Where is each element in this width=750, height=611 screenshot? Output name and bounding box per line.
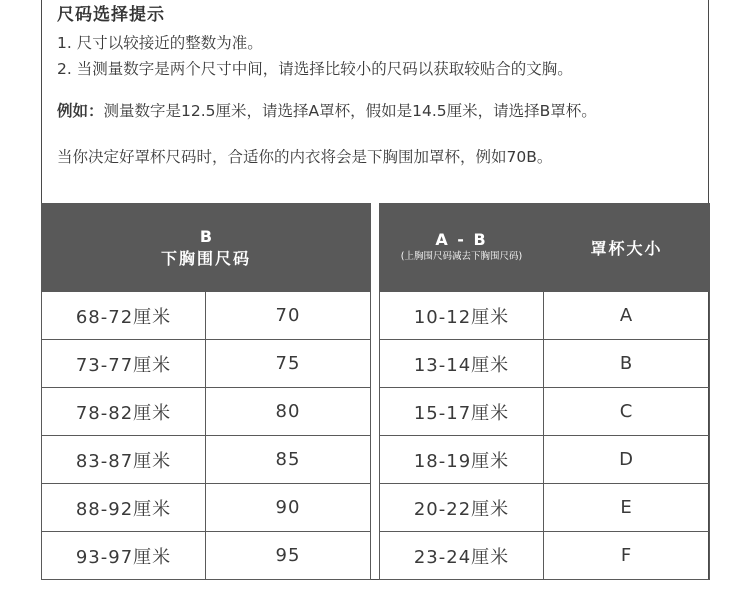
table-row bbox=[380, 436, 710, 484]
cup-size-table bbox=[379, 203, 710, 580]
cup-letter: F bbox=[544, 532, 710, 580]
table-row bbox=[380, 388, 710, 436]
cup-letter: E bbox=[544, 484, 710, 532]
table-row bbox=[42, 292, 371, 340]
underbust-range: 83-87厘米 bbox=[42, 436, 206, 484]
cup-letter: D bbox=[544, 436, 710, 484]
cup-size-header bbox=[544, 204, 710, 292]
table-row bbox=[42, 388, 371, 436]
bust-difference: 20-22厘米 bbox=[380, 484, 544, 532]
table-row bbox=[42, 532, 371, 580]
bust-difference: 13-14厘米 bbox=[380, 340, 544, 388]
note-line: 当你决定好罩杯尺码时，合适你的内衣将会是下胸围加罩杯，例如70B。 bbox=[57, 148, 553, 166]
bust-difference-header bbox=[380, 204, 544, 292]
section-title: 尺码选择提示 bbox=[57, 5, 165, 25]
tip-line-2: 2. 当测量数字是两个尺寸中间，请选择比较小的尺码以获取较贴合的文胸。 bbox=[57, 60, 573, 78]
band-size: 80 bbox=[206, 388, 371, 436]
underbust-range: 78-82厘米 bbox=[42, 388, 206, 436]
bust-difference: 15-17厘米 bbox=[380, 388, 544, 436]
underbust-header bbox=[42, 204, 371, 292]
table-row bbox=[42, 484, 371, 532]
bust-difference: 18-19厘米 bbox=[380, 436, 544, 484]
underbust-range: 93-97厘米 bbox=[42, 532, 206, 580]
underbust-header-letter: B bbox=[199, 226, 213, 246]
underbust-size-table bbox=[41, 203, 371, 580]
underbust-header-label: 下胸围尺码 bbox=[161, 248, 252, 268]
bust-difference-note: (上胸围尺码减去下胸围尺码) bbox=[400, 251, 523, 262]
band-size: 95 bbox=[206, 532, 371, 580]
cup-size-title: 罩杯大小 bbox=[590, 239, 663, 258]
bust-difference: 10-12厘米 bbox=[380, 292, 544, 340]
band-size: 70 bbox=[206, 292, 371, 340]
tip-line-1: 1. 尺寸以较接近的整数为准。 bbox=[57, 34, 263, 52]
underbust-range: 73-77厘米 bbox=[42, 340, 206, 388]
table-row bbox=[42, 436, 371, 484]
example-text: 测量数字是12.5厘米，请选择A罩杯，假如是14.5厘米，请选择B罩杯。 bbox=[103, 102, 597, 120]
cup-letter: A bbox=[544, 292, 710, 340]
underbust-range: 88-92厘米 bbox=[42, 484, 206, 532]
table-row bbox=[380, 340, 710, 388]
band-size: 90 bbox=[206, 484, 371, 532]
band-size: 85 bbox=[206, 436, 371, 484]
cup-letter: B bbox=[544, 340, 710, 388]
cup-letter: C bbox=[544, 388, 710, 436]
table-row bbox=[380, 484, 710, 532]
table-row bbox=[380, 532, 710, 580]
example-label: 例如： bbox=[57, 102, 104, 120]
band-size: 75 bbox=[206, 340, 371, 388]
table-row bbox=[380, 292, 710, 340]
example-line bbox=[57, 99, 597, 121]
bust-difference-title: A - B bbox=[435, 230, 488, 249]
bust-difference: 23-24厘米 bbox=[380, 532, 544, 580]
underbust-range: 68-72厘米 bbox=[42, 292, 206, 340]
table-row bbox=[42, 340, 371, 388]
